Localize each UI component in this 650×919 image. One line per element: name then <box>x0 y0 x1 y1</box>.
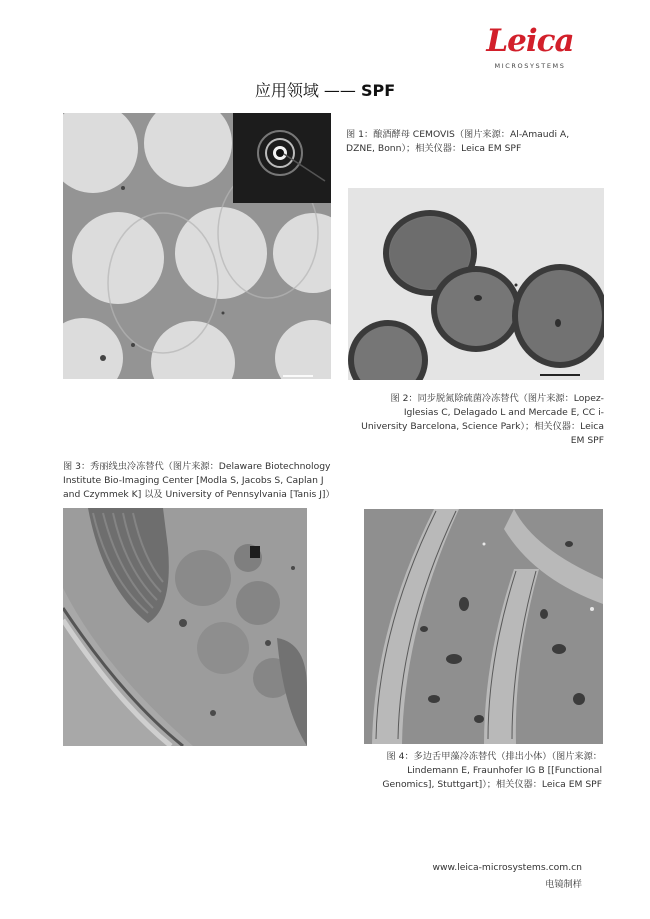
figure-4-image <box>364 509 603 744</box>
figure-1-image <box>63 113 331 379</box>
logo-tagline: MICROSYSTEMS <box>494 62 566 70</box>
figure-4-caption: 图 4：多边舌甲藻冷冻替代（排出小体）（图片来源：Lindemann E, Fraunhofer IG B [[Functional Genomics], Stuttgart]）；相关仪器：Leica EM SPF <box>382 751 602 790</box>
page-title-text: 应用领域 —— <box>254 81 361 100</box>
leica-logo <box>482 24 578 74</box>
logo-wordmark: Leica <box>486 23 574 59</box>
figure-3-caption: 图 3：秀丽线虫冷冻替代（图片来源：Delaware Biotechnology Institute Bio-Imaging Center [Modla S, Jacobs S, Caplan J and Czymmek K] 以及 University of Pennsylvania [Tanis J]） <box>63 461 335 500</box>
page-title-bold: SPF <box>361 81 396 100</box>
footer-url[interactable]: www.leica-microsystems.com.cn <box>432 862 582 873</box>
footer-subtitle: 电镜制样 <box>545 879 582 890</box>
figure-1-caption: 图 1：酿酒酵母 CEMOVIS（图片来源：Al-Amaudi A, DZNE, Bonn）；相关仪器：Leica EM SPF <box>346 129 570 154</box>
figure-3-image <box>63 508 307 746</box>
figure-2-caption: 图 2：同步脱氮除硫菌冷冻替代（图片来源：Lopez-Iglesias C, Delagado L and Mercade E, CC i-University Barcelona, Science Park）；相关仪器：Leica EM SPF <box>361 393 604 446</box>
figure-2-image <box>348 188 604 380</box>
page-title <box>0 78 650 101</box>
